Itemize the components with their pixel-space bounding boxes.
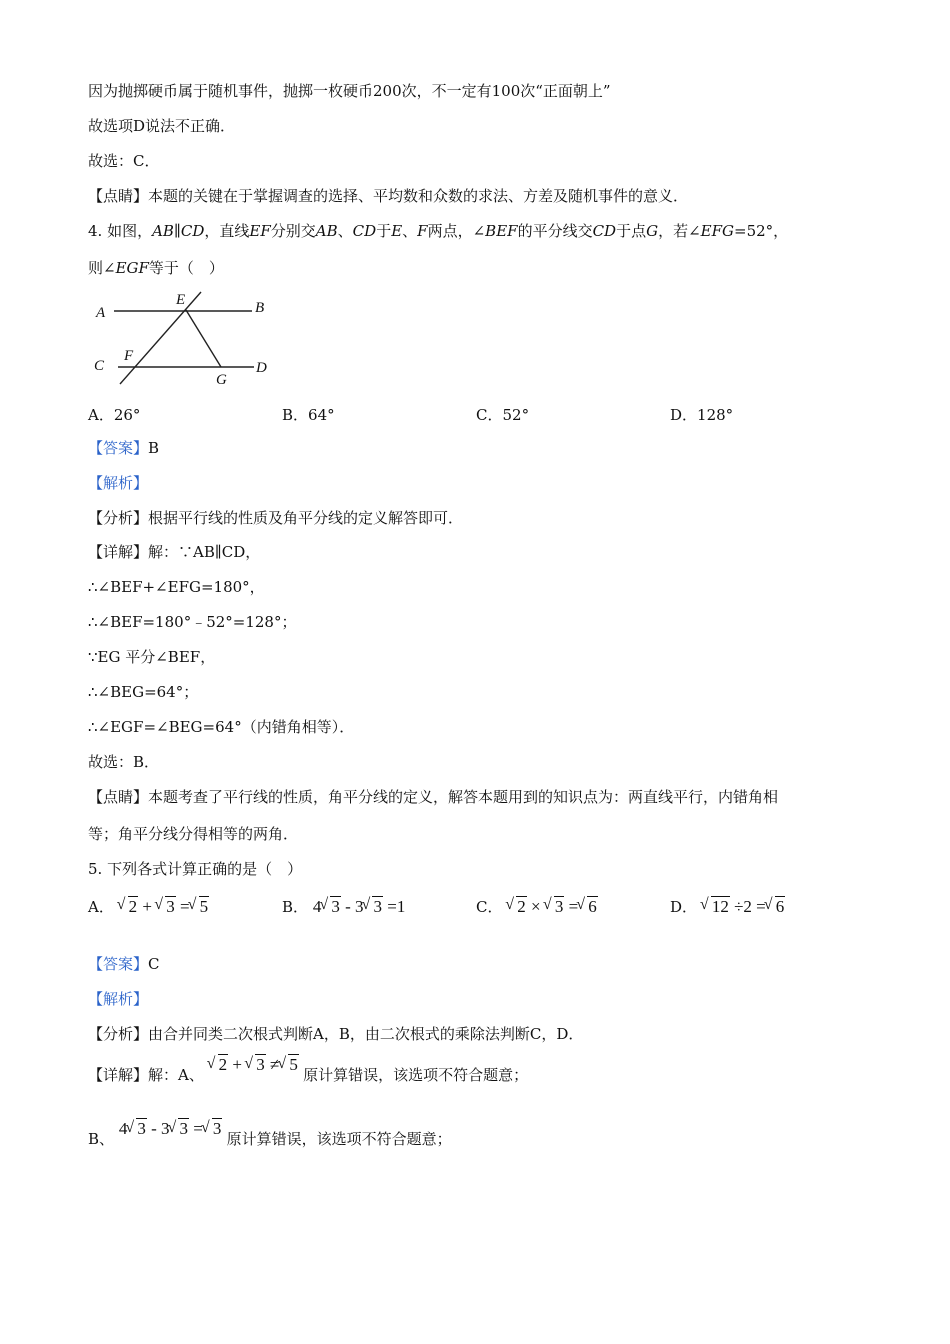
label-a: A: [96, 305, 106, 321]
segment-eg: [186, 310, 221, 367]
q4-comment-line1: 【点睛】本题考查了平行线的性质，角平分线的定义，解答本题用到的知识点为：两直线平行，内错角相: [88, 788, 779, 806]
q4-detail-line: 故选：B．: [88, 753, 160, 771]
q5-analysis: 【分析】由合并同类二次根式判断A，B，由二次根式的乘除法判断C，D．: [88, 1025, 584, 1043]
option-d[interactable]: D．128°: [670, 406, 734, 424]
q4-detail-line: ∵EG 平分∠BEF，: [88, 648, 216, 666]
q4-detail-line: ∴∠BEG=64°；: [88, 683, 199, 701]
q5-analysis-tag: 【解析】: [88, 990, 149, 1008]
q5-stem: 5. 下列各式计算正确的是（ ）: [88, 860, 303, 878]
label-g: G: [216, 372, 227, 388]
q4-answer: 【答案】B: [88, 439, 160, 457]
label-e: E: [176, 292, 186, 308]
q4-detail-line: ∴∠BEF=180°﹣52°=128°；: [88, 613, 297, 631]
q4-analysis: 【分析】根据平行线的性质及角平分线的定义解答即可．: [88, 509, 464, 527]
q5-detail-a: 【详解】解：A、 √ 2 + √ 3 ≠√ 5 原计算错误，该选项不符合题意；: [88, 1064, 528, 1086]
q5-option-d[interactable]: D． √ 12 ÷2 =√ 6: [670, 896, 785, 917]
option-b[interactable]: B．64°: [282, 406, 335, 424]
q4-stem-line2: 则∠EGF等于（ ）: [88, 259, 224, 277]
line-ef: [120, 292, 201, 384]
label-b: B: [255, 300, 265, 316]
q4-detail-line: ∴∠EGF=∠BEG=64°（内错角相等）．: [88, 718, 355, 736]
q5-detail-b: B、 4√ 3 - 3√ 3 =√ 3 原计算错误，该选项不符合题意；: [88, 1128, 452, 1150]
q4-stem-line1: 4. 如图，AB∥CD，直线EF分别交AB、CD于E、F两点，∠BEF的平分线交CD于点G，若∠EFG=52°，: [88, 222, 789, 240]
option-a[interactable]: A．26°: [88, 406, 141, 424]
q5-option-c[interactable]: C． √ 2 × √ 3 =√ 6: [476, 896, 598, 917]
text-line: 故选项D说法不正确．: [88, 117, 236, 135]
q5-option-b[interactable]: B． 4√ 3 - 3√ 3 =1: [282, 896, 405, 917]
q4-detail-line: ∴∠BEF+∠EFG=180°，: [88, 578, 265, 596]
geometry-figure: [88, 288, 278, 390]
option-c[interactable]: C．52°: [476, 406, 530, 424]
text-line: 故选：C．: [88, 152, 160, 170]
label-d: D: [256, 360, 267, 376]
q4-comment-line2: 等；角平分线分得相等的两角．: [88, 825, 299, 843]
label-c: C: [94, 358, 105, 374]
q5-option-a[interactable]: A． √ 2 + √ 3 =√ 5: [88, 896, 209, 917]
q4-detail-line: 【详解】解：∵AB∥CD，: [88, 543, 261, 561]
q4-analysis-tag: 【解析】: [88, 474, 149, 492]
comment-line: 【点睛】本题的关键在于掌握调查的选择、平均数和众数的求法、方差及随机事件的意义．: [88, 187, 689, 205]
text-line: 因为抛掷硬币属于随机事件，抛掷一枚硬币200次，不一定有100次“正面朝上”: [88, 82, 611, 100]
label-f: F: [124, 348, 134, 364]
q5-answer: 【答案】C: [88, 955, 160, 973]
